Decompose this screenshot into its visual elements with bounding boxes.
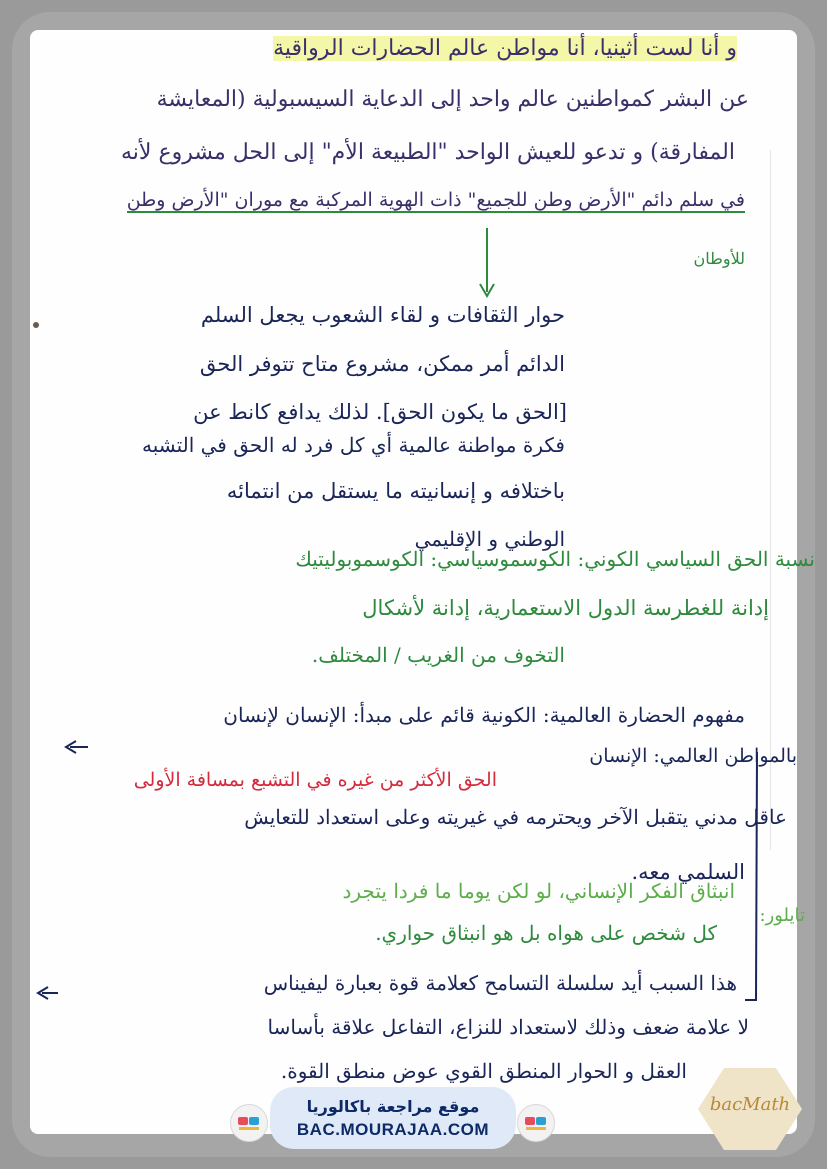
note-line-12: نسبة الحق السياسي الكوني: الكوسموسياسي: الكوسموبوليتيك <box>295 547 815 571</box>
note-line-16: بالمواطن العالمي: الإنسان <box>589 745 797 767</box>
note-line-8: [الحق ما يكون الحق]. لذلك يدافع كانط عن <box>193 400 567 424</box>
note-line-19: السلمي معه. <box>631 860 745 884</box>
pointer-arrow-icon <box>66 741 88 753</box>
note-line-23: هذا السبب أيد سلسلة التسامح كعلامة قوة بعبارة ليفيناس <box>263 971 737 995</box>
note-line-1: و أنا لست أثينيا، أنا مواطن عالم الحضارات الرواقية <box>273 36 737 61</box>
bacmath-badge-text: bacMath <box>709 1094 791 1115</box>
note-line-6: حوار الثقافات و لقاء الشعوب يجعل السلم <box>200 303 565 327</box>
note-line-4: في سلم دائم "الأرض وطن للجميع" ذات الهوية المركبة مع موران "الأرض وطن <box>126 189 745 211</box>
note-line-24: لا علامة ضعف وذلك لاستعداد للنزاع، التفاعل علاقة بأساسا <box>267 1015 749 1039</box>
site-banner[interactable] <box>270 1087 516 1149</box>
note-line-11: الوطني و الإقليمي <box>414 527 565 551</box>
note-line-7: الدائم أمر ممكن، مشروع متاح تتوفر الحق <box>199 352 565 376</box>
note-line-13: إدانة للغطرسة الدول الاستعمارية، إدانة لأشكال <box>362 596 769 620</box>
note-line-5: للأوطان <box>693 249 745 268</box>
note-line-22: كل شخص على هواه بل هو انبثاق حواري. <box>375 921 717 945</box>
pointer-arrow-icon-2 <box>38 987 58 999</box>
site-logo-left <box>230 1104 268 1142</box>
note-line-15: مفهوم الحضارة العالمية: الكونية قائم على مبدأ: الإنسان لإنسان <box>223 703 745 727</box>
note-line-17: الحق الأكثر من غيره في التشبع بمسافة الأولى <box>133 769 497 791</box>
site-url-link[interactable]: BAC.MOURAJAA.COM <box>296 1119 490 1139</box>
note-line-9: فكرة مواطنة عالمية أي كل فرد له الحق في التشبه <box>141 433 565 457</box>
note-line-3: المفارقة) و تدعو للعيش الواحد "الطبيعة الأم" إلى الحل مشروع لأنه <box>121 140 735 165</box>
site-logo-right <box>517 1104 555 1142</box>
note-line-10: باختلافه و إنسانيته ما يستقل من انتمائه <box>226 479 565 503</box>
note-line-2: عن البشر كمواطنين عالم واحد إلى الدعاية السيسبولية (المعايشة <box>156 87 749 112</box>
bracket-line <box>756 752 757 1000</box>
bacmath-badge <box>698 1066 802 1152</box>
note-line-14: التخوف من الغريب / المختلف. <box>311 643 565 667</box>
note-line-18: عاقل مدني يتقبل الآخر ويحترمه في غيريته وعلى استعداد للتعايش <box>244 805 787 829</box>
note-line-25: العقل و الحوار المنطق القوي عوض منطق القوة. <box>280 1059 687 1083</box>
note-line-21: تايلور: <box>759 905 805 926</box>
site-name: موقع مراجعة باكالوريا <box>306 1096 480 1116</box>
note-line-20: انبثاق الفكر الإنساني، لو لكن يوما ما فردا يتجرد <box>342 879 735 903</box>
